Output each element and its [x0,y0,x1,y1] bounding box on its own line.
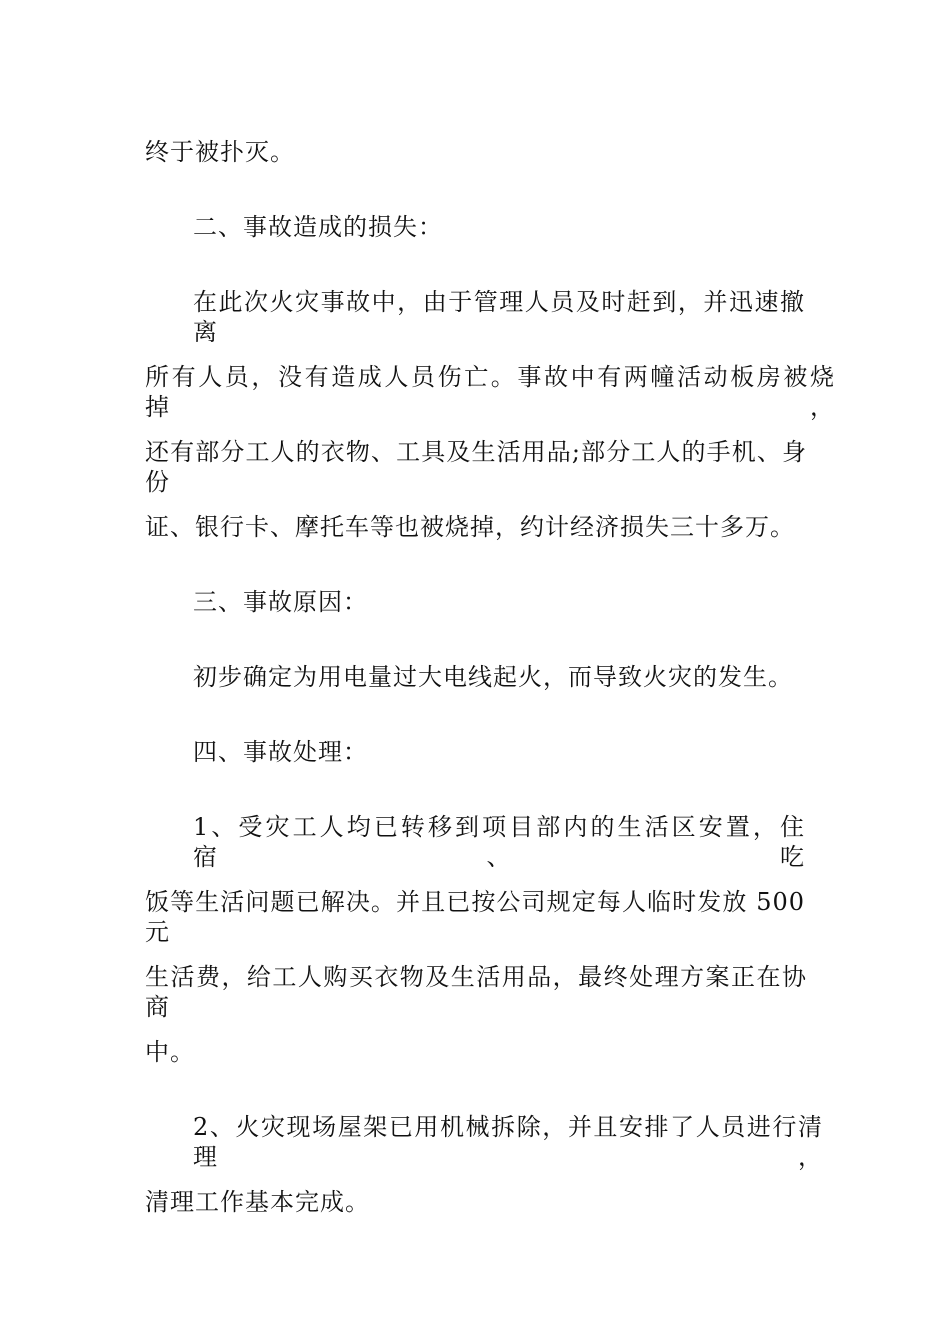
paragraph-line: 饭等生活问题已解决。并且已按公司规定每人临时发放 500 元 [145,888,805,946]
section-heading-losses: 二、事故造成的损失： [193,213,443,241]
paragraph-line: 初步确定为用电量过大电线起火，而导致火灾的发生。 [193,663,793,691]
paragraph-line: 证、银行卡、摩托车等也被烧掉，约计经济损失三十多万。 [145,513,795,541]
paragraph-line: 2、火灾现场屋架已用机械拆除，并且安排了人员进行清理， [193,1113,823,1171]
section-heading-cause: 三、事故原因： [193,588,368,616]
paragraph-line: 生活费，给工人购买衣物及生活用品，最终处理方案正在协商 [145,963,807,1021]
paragraph-line: 所有人员，没有造成人员伤亡。事故中有两幢活动板房被烧掉， [145,363,835,421]
paragraph-line: 在此次火灾事故中，由于管理人员及时赶到，并迅速撤离 [193,288,805,346]
paragraph-line: 1、受灾工人均已转移到项目部内的生活区安置，住宿、吃 [193,813,805,871]
paragraph-line: 中。 [145,1038,195,1066]
section-heading-handling: 四、事故处理： [193,738,368,766]
paragraph-line: 终于被扑灭。 [145,138,295,166]
paragraph-line: 还有部分工人的衣物、工具及生活用品;部分工人的手机、身份 [145,438,807,496]
paragraph-line: 清理工作基本完成。 [145,1188,370,1216]
